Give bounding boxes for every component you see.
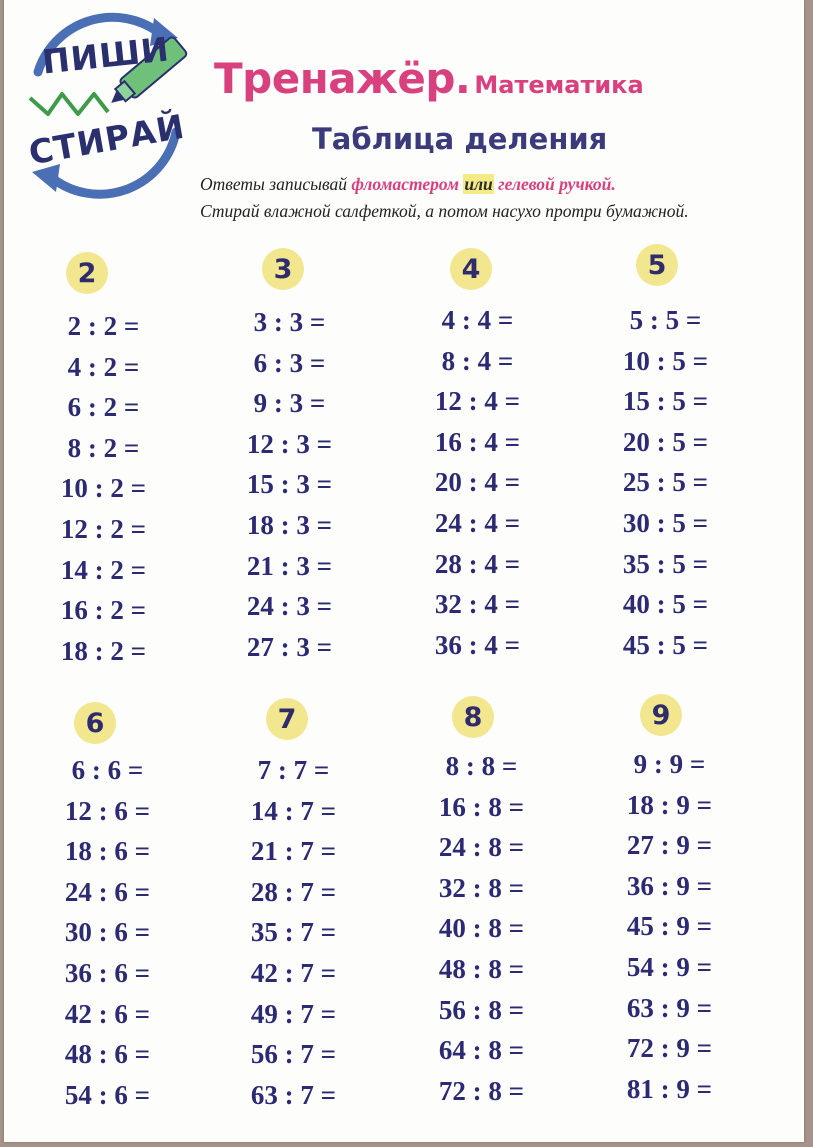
table-row: 45 : 5 = [622,629,709,660]
title-main: Тренажёр. [214,54,471,103]
table-row: 8 : 4 = [441,345,514,376]
table-row: 21 : 3 = [246,550,333,581]
table-row: 54 : 9 = [626,951,713,982]
table-row: 36 : 6 = [64,957,151,988]
table-row: 15 : 5 = [622,386,709,417]
table-rows [20,750,195,1115]
table-rows [582,744,757,1109]
table-row: 21 : 7 = [250,836,337,867]
table-row: 8 : 2 = [67,432,140,463]
table-row: 27 : 3 = [246,631,333,662]
table-row: 16 : 8 = [438,791,525,822]
table-number-badge: 8 [452,696,494,738]
table-row: 6 : 2 = [67,392,140,423]
table-row: 56 : 8 = [438,994,525,1025]
table-row: 12 : 3 = [246,428,333,459]
table-row: 30 : 5 = [622,507,709,538]
table-row: 3 : 3 = [253,307,326,337]
table-row: 14 : 7 = [250,795,337,826]
table-row: 25 : 5 = [622,467,709,498]
table-row: 10 : 2 = [60,473,147,504]
table-row: 12 : 2 = [60,513,147,544]
table-rows [394,746,569,1111]
table-row: 35 : 5 = [622,548,709,579]
table-row: 15 : 3 = [246,469,333,500]
table-row: 36 : 9 = [626,870,713,901]
table-row: 40 : 8 = [438,913,525,944]
table-row: 72 : 8 = [438,1075,525,1106]
table-row: 63 : 7 = [250,1079,337,1110]
table-row: 54 : 6 = [64,1079,151,1110]
table-row: 20 : 5 = [622,426,709,457]
table-row: 5 : 5 = [629,305,702,335]
table-row: 49 : 7 = [250,998,337,1029]
table-row: 12 : 6 = [64,795,151,826]
table-row: 10 : 5 = [622,345,709,376]
table-row: 30 : 6 = [64,917,151,948]
instruction-line-1 [200,174,616,195]
table-row: 14 : 2 = [60,554,147,585]
worksheet-page [4,0,804,1142]
table-row: 81 : 9 = [626,1073,713,1104]
table-row: 32 : 8 = [438,872,525,903]
table-row: 64 : 8 = [438,1035,525,1066]
table-row: 42 : 6 = [64,998,151,1029]
table-rows [206,750,381,1115]
instruction-text: Ответы записывай [200,174,347,194]
table-number-badge: 4 [450,248,492,290]
table-row: 4 : 4 = [441,305,514,335]
table-row: 2 : 2 = [67,311,140,341]
table-number-badge: 2 [66,252,108,294]
logo-word-erase: СТИРАЙ [25,106,188,173]
table-number-badge: 5 [636,244,678,286]
table-rows [390,300,565,665]
table-row: 27 : 9 = [626,830,713,861]
table-row: 32 : 4 = [434,589,521,620]
table-row: 36 : 4 = [434,629,521,660]
table-number-badge: 7 [266,698,308,740]
table-row: 28 : 7 = [250,876,337,907]
table-number-badge: 3 [262,248,304,290]
table-row: 24 : 3 = [246,591,333,622]
table-row: 8 : 8 = [445,751,518,781]
table-row: 20 : 4 = [434,467,521,498]
instruction-or-text: или [464,174,493,194]
table-row: 18 : 3 = [246,509,333,540]
instruction-gel-pen-text: гелевой ручкой. [498,174,616,194]
instruction-marker-text: фломастером [351,174,459,194]
table-row: 4 : 2 = [67,351,140,382]
table-rows [16,306,191,671]
table-row: 7 : 7 = [257,755,330,785]
table-row: 56 : 7 = [250,1039,337,1070]
table-rows [578,300,753,665]
table-row: 18 : 2 = [60,635,147,666]
table-row: 18 : 6 = [64,836,151,867]
table-number-badge: 9 [640,694,682,736]
table-row: 48 : 6 = [64,1039,151,1070]
write-erase-logo [8,2,204,202]
table-row: 16 : 2 = [60,595,147,626]
table-row: 12 : 4 = [434,386,521,417]
table-row: 24 : 4 = [434,507,521,538]
table-row: 9 : 9 = [633,749,706,779]
instruction-line-2: Стирай влажной салфеткой, а потом насухо протри бумажной. [200,201,689,221]
logo-word-write: ПИШИ [40,29,172,82]
table-row: 42 : 7 = [250,957,337,988]
table-row: 45 : 9 = [626,911,713,942]
table-number-badge: 6 [74,702,116,744]
title-subject: Математика [474,71,644,99]
table-row: 9 : 3 = [253,388,326,419]
table-row: 28 : 4 = [434,548,521,579]
page-title [214,54,644,103]
table-rows [202,302,377,667]
table-row: 48 : 8 = [438,953,525,984]
table-row: 35 : 7 = [250,917,337,948]
table-row: 24 : 8 = [438,832,525,863]
table-row: 40 : 5 = [622,589,709,620]
table-row: 24 : 6 = [64,876,151,907]
page-subtitle: Таблица деления [312,122,608,156]
table-row: 6 : 6 = [71,755,144,785]
table-row: 18 : 9 = [626,789,713,820]
table-row: 6 : 3 = [253,347,326,378]
table-row: 72 : 9 = [626,1033,713,1064]
logo-graphic [8,2,204,202]
table-row: 16 : 4 = [434,426,521,457]
table-row: 63 : 9 = [626,992,713,1023]
